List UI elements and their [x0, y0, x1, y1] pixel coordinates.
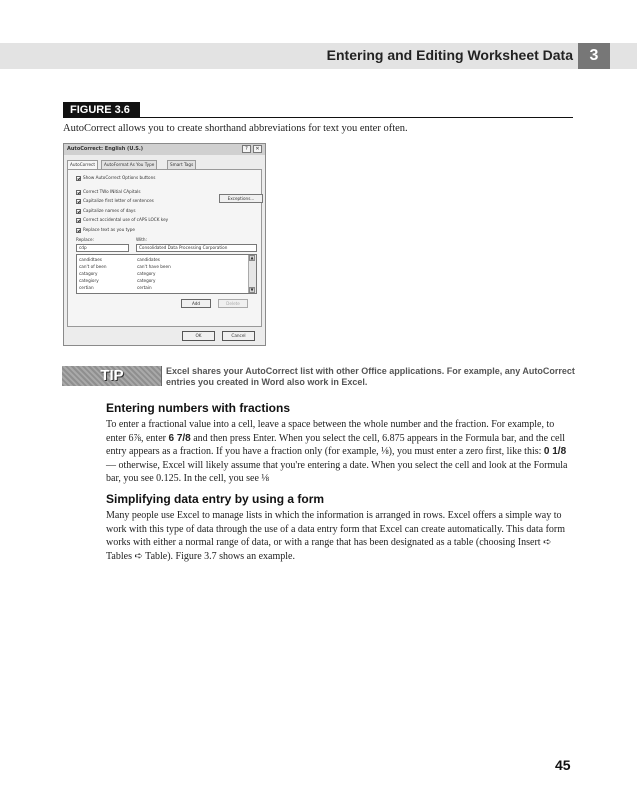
cancel-button[interactable]: Cancel — [222, 331, 255, 341]
list-scrollbar[interactable] — [248, 255, 256, 293]
figure-label: FIGURE 3.6 — [63, 102, 140, 118]
exceptions-button[interactable]: Exceptions... — [219, 194, 263, 203]
checkbox-icon[interactable] — [76, 199, 81, 204]
help-icon[interactable]: ? — [242, 145, 251, 153]
tip-text: Excel shares your AutoCorrect list with other Office applications. For example, any AutoCorrect entries you created in Word also work in Excel. — [166, 366, 575, 387]
scroll-up-icon[interactable]: ▲ — [250, 255, 254, 260]
delete-button[interactable]: Delete — [218, 299, 248, 308]
paragraph-data-form: Many people use Excel to manage lists in which the information is arranged in rows. Excel offers a simple way to work with this type of data through the use of a data entry form that Excel can create automatically. This data form works with either a normal range of data, or with a range that has been designated as a table (choosing Insert ➪ Tables ➪ Table). Figure 3.7 shows an example. — [106, 510, 566, 562]
tab-smart-tags[interactable]: Smart Tags — [167, 160, 196, 169]
checkbox-icon[interactable] — [76, 190, 81, 195]
running-header-title: Entering and Editing Worksheet Data — [326, 47, 573, 63]
figure-caption: AutoCorrect allows you to create shorthand abbreviations for text you enter often. — [63, 123, 408, 134]
add-button[interactable]: Add — [181, 299, 211, 308]
checkbox-icon[interactable] — [76, 228, 81, 233]
option-capitalize-sentences[interactable]: Capitalize first letter of sentences — [76, 198, 154, 204]
checkbox-icon[interactable] — [76, 176, 81, 181]
chapter-number-badge: 3 — [578, 43, 610, 69]
autocorrect-dialog — [63, 143, 266, 346]
option-show-buttons[interactable]: Show AutoCorrect Options buttons — [76, 175, 155, 181]
paragraph-fractions: To enter a fractional value into a cell, leave a space between the whole number and the fraction. For example, to enter 6⅞, enter 6 7/8 and then press Enter. When you select the cell, 6.875 appears in the Formula bar, and the cell entry appears as a fraction. If you have a fraction only (for example, ⅛), you must enter a zero first, like this: 0 1/8 — otherwise, Excel will likely assume that you're entering a date. When you select the cell and look at the Formula bar, you see 0.125. In the cell, you see ⅛ — [106, 419, 568, 484]
option-replace-text[interactable]: Replace text as you type — [76, 227, 135, 233]
tip-badge: TIP — [100, 367, 124, 384]
option-correct-two-initials[interactable]: Correct TWo INitial CApitals — [76, 189, 141, 195]
ok-button[interactable]: OK — [182, 331, 215, 341]
with-label: With: — [136, 237, 147, 242]
replace-input[interactable]: cdp — [76, 244, 129, 252]
tab-autoformat-as-you-type[interactable]: AutoFormat As You Type — [101, 160, 157, 169]
dialog-panel — [67, 169, 262, 327]
section-heading-data-form: Simplifying data entry by using a form — [106, 492, 325, 506]
dialog-title-bar — [64, 144, 265, 155]
page-number: 45 — [555, 757, 571, 773]
option-capitalize-days[interactable]: Capitalize names of days — [76, 208, 136, 214]
close-icon[interactable]: ✕ — [253, 145, 262, 153]
tab-autocorrect[interactable]: AutoCorrect — [67, 160, 98, 169]
figure-rule — [63, 117, 573, 118]
checkbox-icon[interactable] — [76, 218, 81, 223]
checkbox-icon[interactable] — [76, 209, 81, 214]
replace-label: Replace: — [76, 237, 94, 242]
autocorrect-list[interactable]: candidtaes candidates can't of been can't have been catagory category categiory category certian certain ▲ ▼ — [76, 254, 257, 294]
scroll-down-icon[interactable]: ▼ — [250, 287, 254, 292]
option-caps-lock[interactable]: Correct accidental use of cAPS LOCK key — [76, 217, 168, 223]
dialog-title: AutoCorrect: English (U.S.) — [67, 146, 144, 152]
with-input[interactable]: Consolidated Data Processing Corporation — [136, 244, 257, 252]
section-heading-fractions: Entering numbers with fractions — [106, 401, 291, 415]
